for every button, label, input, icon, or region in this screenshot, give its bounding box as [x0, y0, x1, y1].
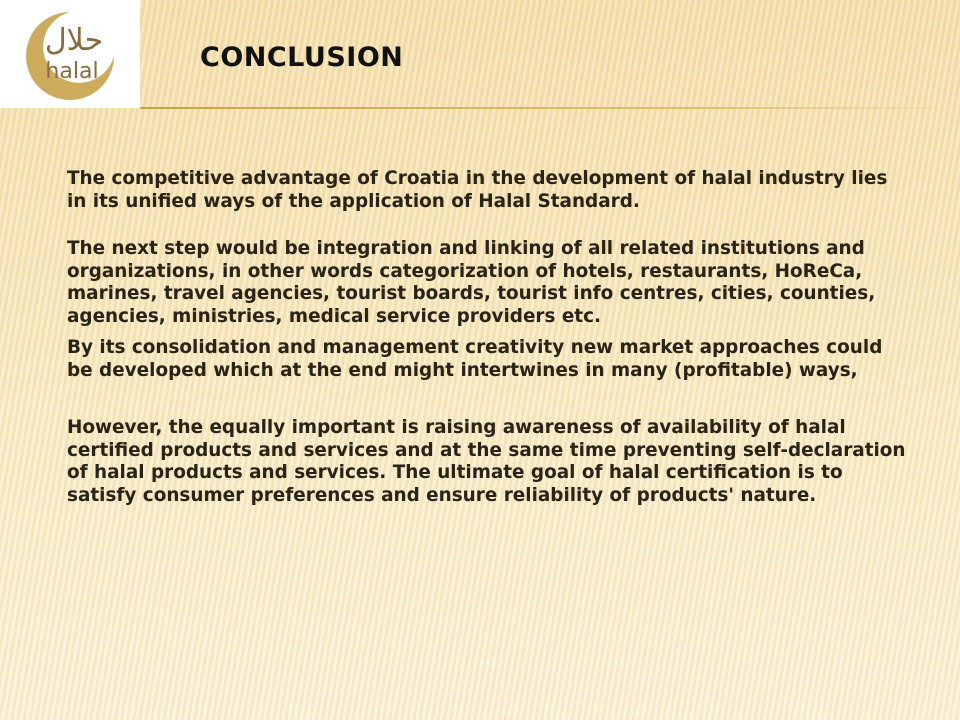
logo-latin-text: halal: [45, 59, 99, 84]
slide-title: CONCLUSION: [200, 42, 404, 73]
paragraph-awareness: However, the equally important is raising awareness of availability of halal certified products and services and at the same time preventing self-declaration of halal products and services. The ultimate goal of halal certification is to satisfy consumer preferences and ensure reliability of products' nature.: [67, 417, 906, 506]
title-divider: [140, 107, 960, 109]
halal-logo-box: [0, 0, 140, 108]
halal-logo: [14, 8, 126, 100]
paragraph-consolidation: By its consolidation and management creativity new market approaches could be developed which at the end might intertwines in many (profitable) ways,: [67, 337, 883, 381]
slide-body: [67, 168, 912, 507]
logo-arabic-text: حلال: [44, 23, 104, 58]
paragraph-competitive-advantage: The competitive advantage of Croatia in the development of halal industry lies in its unified ways of the application of Halal Standard.: [67, 168, 888, 212]
paragraph-next-step: The next step would be integration and linking of all related institutions and organizations, in other words categorization of hotels, restaurants, HoReCa, marines, travel agencies, tourist boards, tourist info centres, cities, counties, agencies, ministries, medical service providers etc.: [67, 238, 876, 327]
